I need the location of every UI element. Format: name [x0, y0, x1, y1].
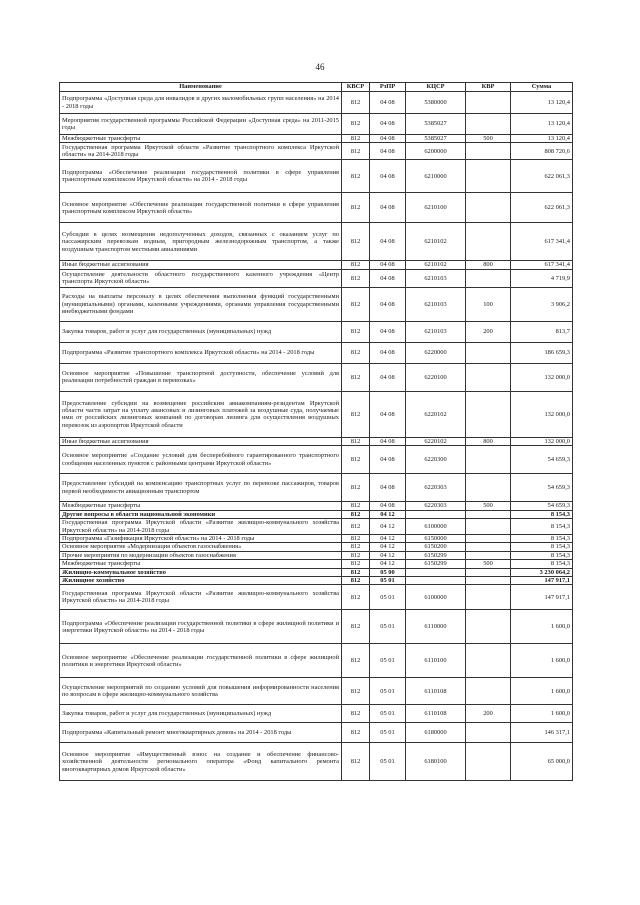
cell-kvr [466, 519, 511, 535]
cell-kcsr: 6220303 [406, 502, 466, 510]
table-row [60, 519, 573, 535]
cell-kvr [466, 743, 511, 781]
table-row [60, 391, 573, 437]
table-row [60, 678, 573, 705]
cell-kcsr: 6220100 [406, 363, 466, 391]
table-row [60, 261, 573, 269]
cell-kvr [466, 551, 511, 559]
cell-kvsr: 812 [342, 705, 370, 723]
cell-rzpr: 04 08 [370, 342, 406, 363]
cell-kvsr: 812 [342, 678, 370, 705]
table-row [60, 321, 573, 342]
cell-sum: 65 000,0 [511, 743, 573, 781]
cell-kvr: 500 [466, 560, 511, 568]
cell-name: Предоставление субсидий на компенсацию транспортных услуг по перевозке пассажиров, товаров первой необходимости авиационным транспортом [60, 474, 342, 502]
cell-kvr [466, 535, 511, 543]
cell-kvr [466, 577, 511, 585]
cell-rzpr: 05 01 [370, 678, 406, 705]
cell-name: Расходы на выплаты персоналу в целях обеспечения выполнения функций государственными (муниципальными) органами, казенными учреждениями, органами управления государственными внебюджетными фондами [60, 287, 342, 321]
cell-sum: 8 154,3 [511, 560, 573, 568]
cell-kvsr: 812 [342, 363, 370, 391]
cell-kcsr [406, 510, 466, 518]
cell-kvsr: 812 [342, 568, 370, 576]
cell-kcsr: 6110108 [406, 678, 466, 705]
cell-kvr [466, 193, 511, 223]
cell-name: Осуществление деятельности областного государственного казенного учреждения «Центр транспорта Иркутской области» [60, 269, 342, 287]
cell-sum: 13 120,4 [511, 135, 573, 143]
cell-kvr [466, 543, 511, 551]
cell-kvr [466, 391, 511, 437]
cell-rzpr: 04 12 [370, 535, 406, 543]
cell-sum: 622 061,3 [511, 160, 573, 193]
cell-kvr: 100 [466, 287, 511, 321]
cell-kvsr: 812 [342, 644, 370, 678]
cell-sum: 147 917,1 [511, 585, 573, 610]
cell-name: Предоставление субсидии на возмещение российским авиакомпаниям-резидентам Иркутской области части затрат на уплату авансовых и лизинговых платежей за воздушные суда, получаемые ими от российских лизинговых компаний по договорам лизинга для осуществления воздушных перевозок из аэропортов Иркутской области [60, 391, 342, 437]
cell-kcsr: 6200000 [406, 143, 466, 160]
cell-name: Жилищно-коммунальное хозяйство [60, 568, 342, 576]
cell-kvsr: 812 [342, 342, 370, 363]
cell-sum: 1 600,0 [511, 610, 573, 644]
cell-kcsr: 6210102 [406, 261, 466, 269]
cell-rzpr: 04 08 [370, 437, 406, 445]
cell-kcsr: 6110108 [406, 705, 466, 723]
cell-kcsr: 6150299 [406, 551, 466, 559]
cell-kvr: 500 [466, 135, 511, 143]
cell-kvr [466, 723, 511, 743]
cell-name: Иные бюджетные ассигнования [60, 437, 342, 445]
table-row [60, 568, 573, 576]
cell-sum: 132 000,0 [511, 437, 573, 445]
cell-kvr [466, 644, 511, 678]
cell-rzpr: 04 08 [370, 502, 406, 510]
table-row [60, 644, 573, 678]
table-header-row [60, 83, 573, 92]
cell-sum: 3 230 064,2 [511, 568, 573, 576]
cell-kvsr: 812 [342, 437, 370, 445]
cell-name: Другие вопросы в области национальной экономики [60, 510, 342, 518]
cell-kvr [466, 610, 511, 644]
cell-kcsr [406, 577, 466, 585]
cell-kvsr: 812 [342, 391, 370, 437]
cell-rzpr: 05 01 [370, 723, 406, 743]
cell-kcsr: 6210100 [406, 193, 466, 223]
cell-kvsr: 812 [342, 269, 370, 287]
cell-kcsr: 6150200 [406, 543, 466, 551]
cell-rzpr: 05 01 [370, 743, 406, 781]
table-row [60, 446, 573, 474]
cell-kvr [466, 92, 511, 114]
table-row [60, 474, 573, 502]
cell-name: Основное мероприятие «Обеспечение реализации государственной политики в сфере управления транспортным комплексом Иркутской области» [60, 193, 342, 223]
cell-rzpr: 04 12 [370, 519, 406, 535]
cell-kvsr: 812 [342, 160, 370, 193]
cell-kcsr [406, 568, 466, 576]
cell-name: Иные бюджетные ассигнования [60, 261, 342, 269]
cell-sum: 13 120,4 [511, 114, 573, 135]
table-row [60, 143, 573, 160]
cell-kcsr: 6110000 [406, 610, 466, 644]
cell-name: Мероприятия государственной программы Российской Федерации «Доступная среда» на 2011-2015 годы [60, 114, 342, 135]
cell-name: Подпрограмма «Капитальный ремонт многоквартирных домов» на 2014 - 2018 годы [60, 723, 342, 743]
page-number: 46 [315, 62, 325, 72]
cell-sum: 54 659,3 [511, 446, 573, 474]
table-row [60, 723, 573, 743]
cell-name: Государственная программа Иркутской области «Развитие жилищно-коммунального хозяйства Иркутской области» на 2014-2018 годы [60, 519, 342, 535]
table-row [60, 577, 573, 585]
cell-kcsr: 6150299 [406, 560, 466, 568]
table-row [60, 193, 573, 223]
cell-kvr [466, 585, 511, 610]
cell-name: Жилищное хозяйство [60, 577, 342, 585]
table-row [60, 705, 573, 723]
cell-name: Основное мероприятие «Модернизация объектов газоснабжения» [60, 543, 342, 551]
cell-rzpr: 04 08 [370, 193, 406, 223]
cell-kcsr: 5385027 [406, 114, 466, 135]
cell-kvsr: 812 [342, 114, 370, 135]
cell-kvsr: 812 [342, 543, 370, 551]
cell-sum: 4 719,9 [511, 269, 573, 287]
cell-sum: 8 154,3 [511, 543, 573, 551]
cell-name: Прочие мероприятия по модернизации объектов газоснабжения [60, 551, 342, 559]
table-row [60, 543, 573, 551]
cell-kvr [466, 223, 511, 261]
cell-rzpr: 04 08 [370, 92, 406, 114]
table-row [60, 223, 573, 261]
cell-kcsr: 6180100 [406, 743, 466, 781]
cell-kvr [466, 510, 511, 518]
header-kcsr: КЦСР [406, 83, 466, 92]
cell-name: Межбюджетные трансферты [60, 560, 342, 568]
header-name: Наименование [60, 83, 342, 92]
cell-kcsr: 6210103 [406, 287, 466, 321]
cell-kcsr: 6150000 [406, 535, 466, 543]
cell-name: Закупка товаров, работ и услуг для государственных (муниципальных) нужд [60, 705, 342, 723]
cell-sum: 186 659,3 [511, 342, 573, 363]
cell-kcsr: 6210103 [406, 269, 466, 287]
cell-kvsr: 812 [342, 535, 370, 543]
table-row [60, 160, 573, 193]
cell-kvsr: 812 [342, 92, 370, 114]
cell-kvsr: 812 [342, 723, 370, 743]
table-row [60, 610, 573, 644]
cell-rzpr: 04 08 [370, 287, 406, 321]
cell-kcsr: 6100000 [406, 585, 466, 610]
cell-sum: 813,7 [511, 321, 573, 342]
cell-sum: 147 917,1 [511, 577, 573, 585]
cell-rzpr: 04 08 [370, 474, 406, 502]
cell-rzpr: 05 01 [370, 585, 406, 610]
cell-rzpr: 04 08 [370, 261, 406, 269]
cell-sum: 617 341,4 [511, 223, 573, 261]
cell-sum: 132 000,0 [511, 363, 573, 391]
cell-kvr: 800 [466, 437, 511, 445]
cell-kvr [466, 568, 511, 576]
cell-kvsr: 812 [342, 446, 370, 474]
cell-kcsr: 6100000 [406, 519, 466, 535]
cell-kvsr: 812 [342, 502, 370, 510]
cell-name: Государственная программа Иркутской области «Развитие транспортного комплекса Иркутской области» на 2014-2018 годы [60, 143, 342, 160]
table-row [60, 502, 573, 510]
table-row [60, 363, 573, 391]
cell-kvsr: 812 [342, 321, 370, 342]
cell-sum: 1 600,0 [511, 705, 573, 723]
cell-kvsr: 812 [342, 560, 370, 568]
cell-rzpr: 04 08 [370, 446, 406, 474]
table-row [60, 535, 573, 543]
cell-name: Осуществление мероприятий по созданию условий для повышения информированности населения по вопросам в сфере жилищно-коммунального хозяйства [60, 678, 342, 705]
cell-rzpr: 04 08 [370, 114, 406, 135]
cell-rzpr: 04 12 [370, 551, 406, 559]
cell-name: Подпрограмма «Доступная среда для инвалидов и других маломобильных групп населения» на 2014 - 2018 годы [60, 92, 342, 114]
table-row [60, 92, 573, 114]
cell-name: Государственная программа Иркутской области «Развитие жилищно-коммунального хозяйства Иркутской области» на 2014-2018 годы [60, 585, 342, 610]
cell-name: Подпрограмма «Газификация Иркутской области» на 2014 - 2018 годы [60, 535, 342, 543]
cell-kvsr: 812 [342, 585, 370, 610]
cell-sum: 8 154,3 [511, 510, 573, 518]
cell-rzpr: 04 12 [370, 510, 406, 518]
cell-kvr: 800 [466, 261, 511, 269]
cell-rzpr: 04 12 [370, 543, 406, 551]
cell-kcsr: 6220303 [406, 474, 466, 502]
cell-kcsr: 6180000 [406, 723, 466, 743]
cell-kvsr: 812 [342, 143, 370, 160]
table-row [60, 585, 573, 610]
cell-rzpr: 05 01 [370, 644, 406, 678]
cell-kcsr: 6210000 [406, 160, 466, 193]
cell-name: Основное мероприятие «Создание условий для бесперебойного гарантированного транспортного сообщения населенных пунктов с районными центрами Иркутской области» [60, 446, 342, 474]
cell-name: Подпрограмма «Развитие транспортного комплекса Иркутской области» на 2014 - 2018 годы [60, 342, 342, 363]
cell-sum: 8 154,3 [511, 535, 573, 543]
cell-sum: 13 120,4 [511, 92, 573, 114]
header-kvsr: КВСР [342, 83, 370, 92]
cell-sum: 146 317,1 [511, 723, 573, 743]
cell-kcsr: 5380000 [406, 92, 466, 114]
cell-sum: 132 000,0 [511, 391, 573, 437]
header-kvr: КВР [466, 83, 511, 92]
cell-kcsr: 6210102 [406, 223, 466, 261]
table-row [60, 551, 573, 559]
cell-rzpr: 04 08 [370, 223, 406, 261]
cell-sum: 808 720,6 [511, 143, 573, 160]
cell-name: Субсидии в целях возмещения недополученных доходов, связанных с оказанием услуг по пассажирским перевозкам водным, пригородным железнодорожным транспортом, а также воздушным транспортом местными авиалиниями [60, 223, 342, 261]
cell-sum: 617 341,4 [511, 261, 573, 269]
cell-rzpr: 04 08 [370, 363, 406, 391]
cell-rzpr: 05 01 [370, 577, 406, 585]
cell-name: Основное мероприятие «Обеспечение реализации государственной политики в сфере жилищной политики и энергетики Иркутской области» [60, 644, 342, 678]
table-row [60, 743, 573, 781]
cell-name: Межбюджетные трансферты [60, 135, 342, 143]
header-sum: Сумма [511, 83, 573, 92]
cell-sum: 1 600,0 [511, 644, 573, 678]
cell-kvsr: 812 [342, 743, 370, 781]
cell-name: Основное мероприятие «Имущественный взнос на создание и обеспечение финансово-хозяйственной деятельности регионального оператора «Фонд капитального ремонта многоквартирных домов Иркутской области» [60, 743, 342, 781]
cell-kvsr: 812 [342, 519, 370, 535]
cell-kvr [466, 474, 511, 502]
cell-kvr: 200 [466, 705, 511, 723]
cell-rzpr: 04 08 [370, 135, 406, 143]
cell-sum: 8 154,3 [511, 551, 573, 559]
cell-rzpr: 04 08 [370, 391, 406, 437]
cell-name: Межбюджетные трансферты [60, 502, 342, 510]
cell-sum: 1 600,0 [511, 678, 573, 705]
cell-kvsr: 812 [342, 577, 370, 585]
cell-sum: 54 659,3 [511, 502, 573, 510]
cell-sum: 3 906,2 [511, 287, 573, 321]
cell-kvr: 200 [466, 321, 511, 342]
table-row [60, 135, 573, 143]
cell-kcsr: 6220300 [406, 446, 466, 474]
cell-kvsr: 812 [342, 287, 370, 321]
cell-name: Основное мероприятие «Повышение транспортной доступности, обеспечение условий для реализации потребностей граждан в перевозках» [60, 363, 342, 391]
cell-kvr [466, 160, 511, 193]
budget-table [59, 82, 573, 781]
table-row [60, 510, 573, 518]
cell-name: Подпрограмма «Обеспечение реализации государственной политики в сфере управления транспортным комплексом Иркутской области» на 2014 - 2018 годы [60, 160, 342, 193]
cell-rzpr: 04 12 [370, 560, 406, 568]
cell-kvr [466, 143, 511, 160]
cell-kvr [466, 363, 511, 391]
cell-rzpr: 04 08 [370, 269, 406, 287]
cell-rzpr: 05 01 [370, 705, 406, 723]
cell-kvsr: 812 [342, 223, 370, 261]
cell-sum: 8 154,3 [511, 519, 573, 535]
cell-name: Подпрограмма «Обеспечение реализации государственной политики в сфере жилищной политики и энергетики Иркутской области» на 2014 - 2018 годы [60, 610, 342, 644]
cell-kcsr: 6110100 [406, 644, 466, 678]
cell-kcsr: 6220102 [406, 391, 466, 437]
cell-kvsr: 812 [342, 551, 370, 559]
cell-kvsr: 812 [342, 193, 370, 223]
cell-kvsr: 812 [342, 474, 370, 502]
cell-rzpr: 04 08 [370, 160, 406, 193]
cell-kvsr: 812 [342, 510, 370, 518]
table-row [60, 437, 573, 445]
cell-kvr [466, 342, 511, 363]
cell-kcsr: 6210103 [406, 321, 466, 342]
table-row [60, 269, 573, 287]
table-body [60, 92, 573, 781]
cell-kvr [466, 678, 511, 705]
cell-kvsr: 812 [342, 610, 370, 644]
cell-rzpr: 04 08 [370, 143, 406, 160]
table-row [60, 560, 573, 568]
cell-kcsr: 6220000 [406, 342, 466, 363]
cell-kvsr: 812 [342, 261, 370, 269]
cell-rzpr: 05 01 [370, 610, 406, 644]
cell-sum: 54 659,3 [511, 474, 573, 502]
cell-rzpr: 05 00 [370, 568, 406, 576]
cell-sum: 622 061,3 [511, 193, 573, 223]
table-row [60, 287, 573, 321]
table-row [60, 342, 573, 363]
cell-kcsr: 6220102 [406, 437, 466, 445]
cell-kvsr: 812 [342, 135, 370, 143]
cell-name: Закупка товаров, работ и услуг для государственных (муниципальных) нужд [60, 321, 342, 342]
table-row [60, 114, 573, 135]
cell-kvr: 500 [466, 502, 511, 510]
cell-kvr [466, 269, 511, 287]
cell-kvr [466, 114, 511, 135]
cell-kcsr: 5385027 [406, 135, 466, 143]
header-rzpr: РзПР [370, 83, 406, 92]
cell-kvr [466, 446, 511, 474]
cell-rzpr: 04 08 [370, 321, 406, 342]
